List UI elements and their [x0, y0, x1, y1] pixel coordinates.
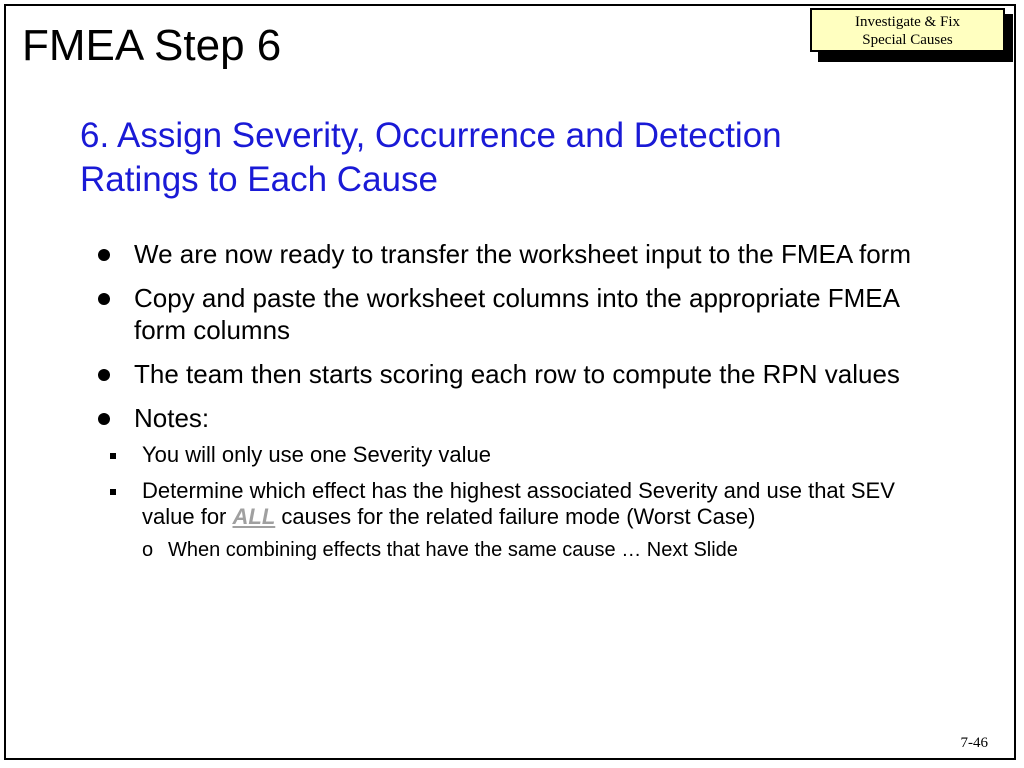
bullet-dot-icon: [98, 249, 110, 261]
sub-note-item: [142, 538, 936, 562]
note-item: [96, 442, 936, 468]
bullet-item-notes: [96, 402, 936, 562]
sub-notes-list: [142, 538, 936, 562]
square-bullet-icon: [110, 489, 116, 495]
bullet-text: The team then starts scoring each row to compute the RPN values: [134, 359, 900, 389]
section-tag-line1: Investigate & Fix: [855, 14, 960, 30]
note-emphasis-all: ALL: [232, 504, 276, 529]
section-tag-line2: Special Causes: [862, 32, 953, 48]
subtitle-line2: Ratings to Each Cause: [80, 160, 438, 199]
bullet-item: [96, 282, 936, 346]
note-text-pre: Determine which effect has the highest associated Severity and use that SEV value for: [142, 478, 895, 529]
slide-title: FMEA Step 6: [22, 21, 282, 70]
sub-note-text: When combining effects that have the same cause … Next Slide: [168, 539, 738, 561]
slide-subtitle: [80, 114, 960, 202]
square-bullet-icon: [110, 453, 116, 459]
bullet-dot-icon: [98, 293, 110, 305]
bullet-text: Notes:: [134, 403, 210, 433]
bullet-dot-icon: [98, 413, 110, 425]
note-item: [96, 478, 936, 562]
bullet-item: [96, 358, 936, 390]
note-text: You will only use one Severity value: [142, 442, 491, 467]
bullet-item: [96, 238, 936, 270]
circle-bullet-icon: o: [142, 539, 154, 561]
note-text-post: causes for the related failure mode (Worst Case): [275, 504, 756, 529]
section-tag: [810, 8, 1005, 52]
bullet-text: We are now ready to transfer the worksheet input to the FMEA form: [134, 239, 911, 269]
subtitle-line1: 6. Assign Severity, Occurrence and Detection: [80, 116, 782, 155]
bullet-dot-icon: [98, 369, 110, 381]
page-number: 7-46: [960, 735, 988, 751]
bullet-list: [96, 238, 936, 574]
notes-list: [134, 442, 936, 562]
bullet-text: Copy and paste the worksheet columns into the appropriate FMEA form columns: [134, 283, 899, 345]
